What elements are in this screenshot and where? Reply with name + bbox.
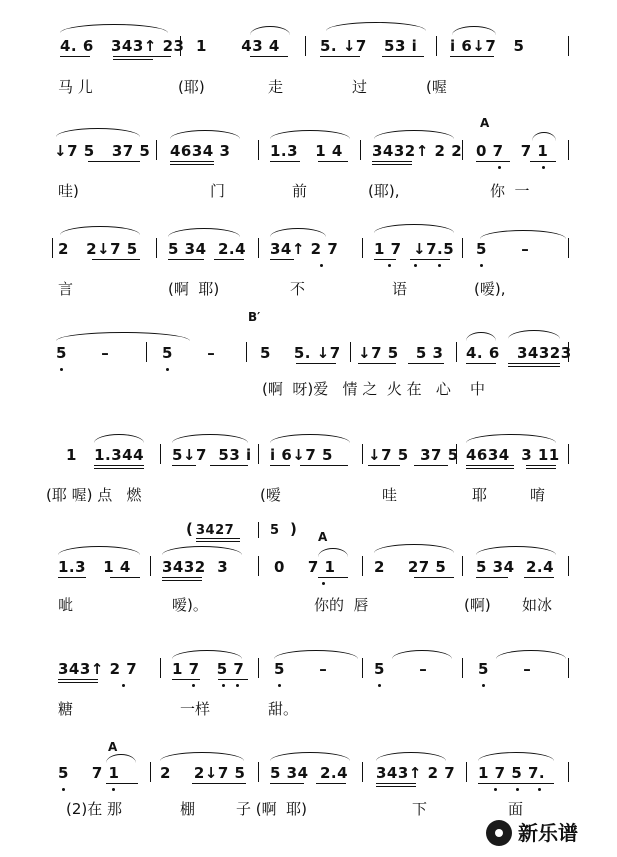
slur	[56, 332, 190, 341]
beam	[410, 259, 450, 260]
measure: 4634 3	[170, 142, 231, 160]
measure: 343↑ 2 7	[376, 764, 456, 782]
beam	[162, 580, 202, 581]
octave-dot	[322, 582, 325, 585]
beam	[476, 577, 508, 578]
octave-dot	[320, 264, 323, 267]
measure: i 6↓7 5	[270, 446, 333, 464]
lyric: 耶	[472, 486, 488, 504]
barline	[436, 36, 437, 56]
beam	[196, 541, 240, 542]
beam	[192, 783, 246, 784]
lyric: 呲	[58, 596, 74, 614]
beam	[270, 161, 300, 162]
measure: 5 –	[476, 240, 530, 258]
section-marker: A	[318, 530, 328, 544]
beam	[414, 577, 454, 578]
slur	[250, 26, 290, 35]
section-marker: A	[108, 740, 118, 754]
lyric: (耶)	[178, 78, 205, 96]
beam	[368, 465, 400, 466]
measure: 1 7 ↓7.5	[374, 240, 455, 258]
beam	[466, 465, 514, 466]
measure: 0 7 7 1	[476, 142, 549, 160]
beam	[318, 577, 348, 578]
lyric: 子 (啊 耶)	[236, 800, 308, 818]
barline	[568, 36, 569, 56]
lyric: 甜。	[268, 700, 299, 718]
beam	[270, 465, 290, 466]
lyric: (2)在 那	[66, 800, 123, 818]
octave-dot	[166, 368, 169, 371]
measure: 2 2↓7 5	[160, 764, 246, 782]
barline	[150, 762, 151, 782]
measure: 1 43 4	[196, 37, 280, 55]
measure: 34↑ 2 7	[270, 240, 339, 258]
measure: 1 1.344	[66, 446, 145, 464]
lyric: 哇	[382, 486, 398, 504]
slur	[374, 544, 454, 553]
lyric: 糖	[58, 700, 74, 718]
slur	[374, 130, 454, 139]
octave-dot	[222, 684, 225, 687]
beam	[214, 259, 244, 260]
measure: 1.3 1 4	[270, 142, 343, 160]
beam	[466, 363, 496, 364]
barline	[362, 556, 363, 576]
slur	[94, 434, 144, 443]
beam	[476, 161, 510, 162]
site-logo[interactable]	[486, 818, 610, 850]
lyric: 走	[268, 78, 284, 96]
octave-dot	[482, 684, 485, 687]
slur	[172, 650, 242, 659]
beam	[110, 577, 140, 578]
octave-dot	[378, 684, 381, 687]
slur	[392, 650, 452, 659]
lyric: 不	[290, 280, 306, 298]
barline	[360, 140, 361, 160]
logo-text: 新乐谱	[518, 821, 578, 845]
beam	[196, 538, 240, 539]
barline	[466, 762, 467, 782]
barline	[180, 36, 181, 56]
lyric: (嗳	[260, 486, 281, 504]
lyric: 马 儿	[58, 78, 93, 96]
barline	[568, 762, 569, 782]
barline	[146, 342, 147, 362]
barline	[258, 444, 259, 464]
beam	[58, 577, 86, 578]
octave-dot	[542, 166, 545, 169]
barline	[462, 238, 463, 258]
lyric: 如冰	[522, 596, 553, 614]
lyric: (喔	[426, 78, 447, 96]
octave-dot	[112, 788, 115, 791]
barline	[258, 556, 259, 576]
barline	[462, 556, 463, 576]
cue-close-paren: )	[290, 520, 297, 538]
barline	[160, 444, 161, 464]
slur	[172, 434, 248, 443]
barline	[258, 658, 259, 678]
slur	[60, 24, 168, 33]
lyric: 一样	[180, 700, 211, 718]
measure: 4. 6 343↑ 23	[60, 37, 185, 55]
measure: 2 27 5	[374, 558, 447, 576]
lyric: (啊 耶)	[168, 280, 220, 298]
slur	[106, 754, 136, 763]
section-marker: A	[480, 116, 490, 130]
slur	[168, 228, 240, 237]
barline	[150, 556, 151, 576]
beam	[318, 161, 348, 162]
slur	[270, 130, 350, 139]
measure: 5 34 2.4	[270, 764, 349, 782]
beam	[168, 259, 204, 260]
measure: 5↓7 53 i	[172, 446, 252, 464]
beam	[88, 161, 140, 162]
beam	[250, 56, 288, 57]
beam	[316, 783, 346, 784]
beam	[376, 786, 416, 787]
slur	[58, 546, 140, 555]
measure: 4. 6 34323	[466, 344, 572, 362]
beam	[170, 161, 214, 162]
music-disc-icon	[486, 820, 512, 846]
measure: i 6↓7 5	[450, 37, 525, 55]
measure: 5. ↓7 53 i	[320, 37, 418, 55]
slur	[270, 752, 350, 761]
beam	[60, 56, 90, 57]
beam	[170, 164, 214, 165]
measure: ↓7 5 37 5	[54, 142, 151, 160]
barline	[568, 444, 569, 464]
beam	[92, 259, 140, 260]
slur	[508, 330, 560, 339]
lyric: (啊 呀)爱 情 之 火 在 心 中	[262, 380, 485, 398]
lyric: 言	[58, 280, 74, 298]
beam	[478, 783, 554, 784]
lyric: 前	[292, 182, 308, 200]
barline	[568, 342, 569, 362]
beam	[94, 468, 144, 469]
lyric: 你 一	[490, 182, 530, 200]
barline	[246, 342, 247, 362]
barline	[258, 522, 259, 538]
beam	[94, 465, 144, 466]
lyric: 嗳)。	[172, 596, 208, 614]
beam	[320, 56, 360, 57]
cue-notes: 3427	[196, 523, 235, 538]
barline	[568, 658, 569, 678]
beam	[414, 465, 448, 466]
measure: 4634 3 11	[466, 446, 560, 464]
measure: 3432↑ 2 2	[372, 142, 463, 160]
measure: 5 34 2.4	[168, 240, 247, 258]
slur	[532, 132, 556, 141]
beam	[408, 363, 444, 364]
slur	[274, 650, 358, 659]
slur	[170, 130, 240, 139]
beam	[172, 465, 196, 466]
beam	[210, 465, 248, 466]
beam	[530, 161, 556, 162]
measure: ↓7 5 37 5	[368, 446, 459, 464]
measure: 5 7 1	[58, 764, 120, 782]
slur	[160, 752, 244, 761]
measure: ↓7 5 5 3	[358, 344, 444, 362]
slur	[318, 548, 348, 557]
beam	[466, 468, 514, 469]
lyric: (嗳),	[474, 280, 506, 298]
beam	[450, 56, 494, 57]
beam	[372, 164, 412, 165]
barline	[350, 342, 351, 362]
octave-dot	[62, 788, 65, 791]
slur	[60, 226, 140, 235]
barline	[462, 658, 463, 678]
octave-dot	[494, 788, 497, 791]
beam	[58, 682, 98, 683]
cue-open-paren: (	[186, 520, 193, 538]
octave-dot	[516, 788, 519, 791]
octave-dot	[236, 684, 239, 687]
beam	[270, 783, 304, 784]
barline	[362, 762, 363, 782]
barline	[258, 140, 259, 160]
lyric: 你的 唇	[314, 596, 369, 614]
barline	[456, 444, 457, 464]
barline	[362, 444, 363, 464]
octave-dot	[122, 684, 125, 687]
measure: 343↑ 2 7	[58, 660, 138, 678]
beam	[374, 259, 396, 260]
octave-dot	[538, 788, 541, 791]
beam	[358, 363, 396, 364]
barline	[52, 238, 53, 258]
lyric: 面	[508, 800, 524, 818]
slur	[326, 22, 426, 31]
lyric: 唷	[530, 486, 546, 504]
measure: 2 2↓7 5	[58, 240, 138, 258]
slur	[478, 752, 554, 761]
section-marker: B′	[248, 310, 261, 324]
measure: 5 –	[478, 660, 532, 678]
beam	[162, 577, 202, 578]
beam	[218, 679, 248, 680]
barline	[305, 36, 306, 56]
octave-dot	[414, 264, 417, 267]
cue-note: 5	[270, 523, 280, 538]
measure: 1.3 1 4	[58, 558, 131, 576]
measure: 5 –	[162, 344, 216, 362]
beam	[372, 161, 412, 162]
measure: 0 7 1	[274, 558, 336, 576]
lyric: 下	[412, 800, 428, 818]
barline	[362, 238, 363, 258]
octave-dot	[278, 684, 281, 687]
octave-dot	[388, 264, 391, 267]
slur	[496, 650, 566, 659]
measure: 5 5. ↓7	[260, 344, 341, 362]
slur	[56, 128, 140, 137]
lyric: 门	[210, 182, 226, 200]
barline	[156, 140, 157, 160]
slur	[476, 546, 556, 555]
barline	[568, 556, 569, 576]
beam	[113, 56, 171, 57]
lyric: (耶),	[368, 182, 400, 200]
slur	[480, 230, 566, 239]
octave-dot	[192, 684, 195, 687]
barline	[568, 238, 569, 258]
octave-dot	[498, 166, 501, 169]
slur	[270, 434, 350, 443]
slur	[466, 332, 496, 341]
octave-dot	[438, 264, 441, 267]
measure: 3432 3	[162, 558, 229, 576]
barline	[258, 762, 259, 782]
slur	[452, 26, 496, 35]
octave-dot	[480, 264, 483, 267]
beam	[526, 465, 556, 466]
measure: 5 34 2.4	[476, 558, 555, 576]
beam	[524, 577, 554, 578]
lyric: (啊)	[464, 596, 491, 614]
beam	[270, 259, 294, 260]
measure: 5 –	[274, 660, 328, 678]
beam	[382, 56, 424, 57]
lyric: 语	[392, 280, 408, 298]
beam	[172, 679, 200, 680]
beam	[508, 366, 560, 367]
lyric: (耶 喔) 点 燃	[46, 486, 142, 504]
slur	[374, 224, 454, 233]
beam	[300, 465, 348, 466]
barline	[362, 658, 363, 678]
barline	[456, 342, 457, 362]
barline	[568, 140, 569, 160]
barline	[160, 658, 161, 678]
barline	[258, 238, 259, 258]
lyric: 过	[352, 78, 368, 96]
measure: 1 7 5 7.	[478, 764, 546, 782]
slur	[466, 434, 556, 443]
lyric: 棚	[180, 800, 196, 818]
beam	[376, 783, 416, 784]
beam	[296, 363, 336, 364]
beam	[113, 59, 153, 60]
measure: 1 7 5 7	[172, 660, 245, 678]
slur	[162, 546, 242, 555]
beam	[58, 679, 98, 680]
slur	[376, 752, 446, 761]
lyric: 哇)	[58, 182, 79, 200]
octave-dot	[60, 368, 63, 371]
beam	[106, 783, 138, 784]
measure: 5 –	[374, 660, 428, 678]
beam	[508, 363, 560, 364]
measure: 5 –	[56, 344, 110, 362]
barline	[462, 140, 463, 160]
beam	[526, 468, 556, 469]
barline	[156, 238, 157, 258]
slur	[270, 228, 326, 237]
